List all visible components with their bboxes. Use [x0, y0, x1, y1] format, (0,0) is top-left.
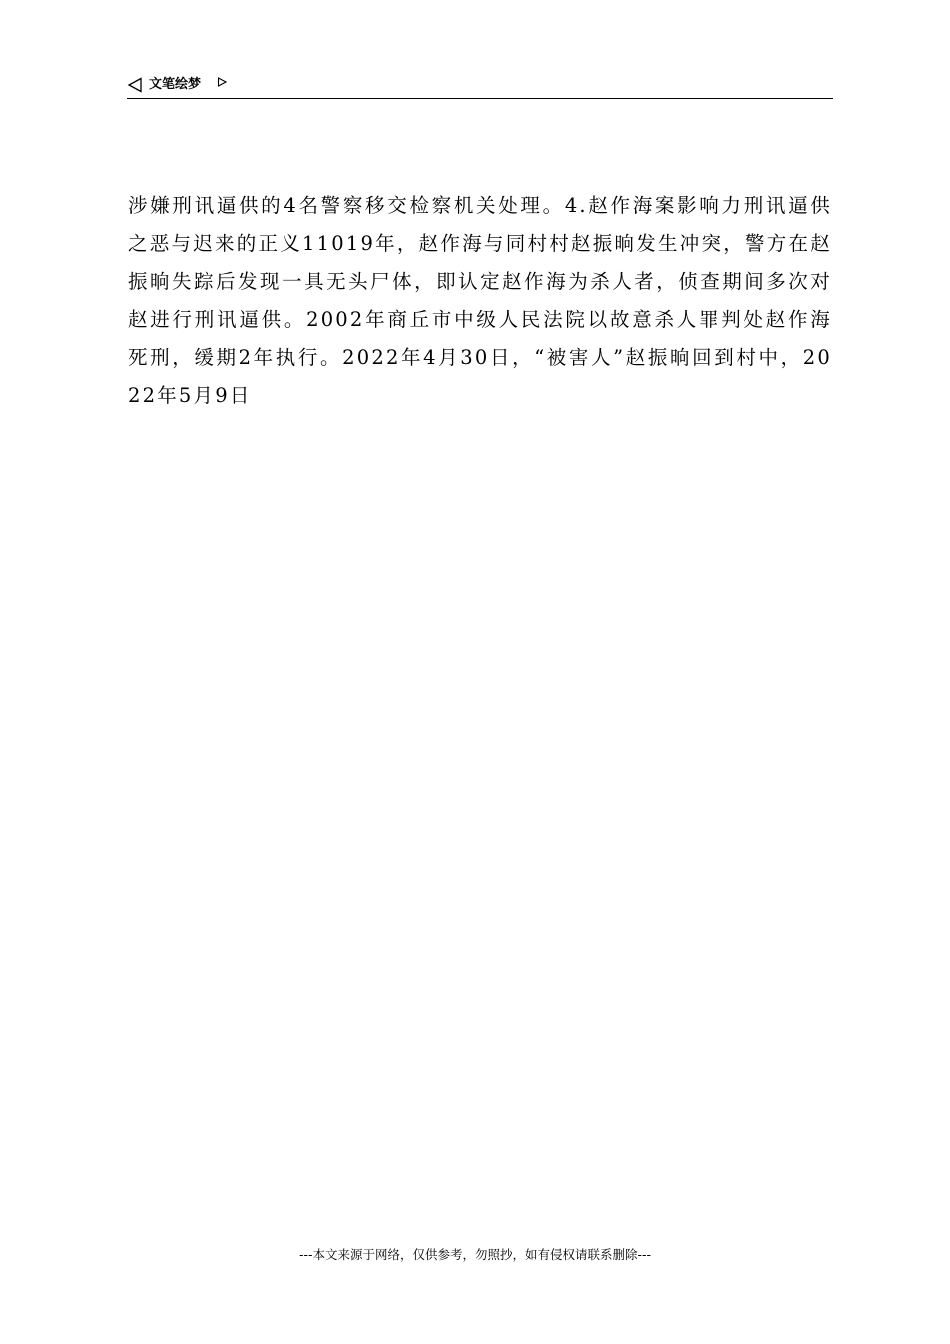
header-title: 文笔绘梦: [149, 77, 202, 92]
page-header: [127, 74, 833, 99]
triangle-left-outline-icon: [127, 77, 143, 93]
page-footer: ---本文来源于网络，仅供参考，勿照抄，如有侵权请联系删除---: [298, 1247, 652, 1262]
body-paragraph: 涉嫌刑讯逼供的4名警察移交检察机关处理。4.赵作海案影响力刑讯逼供之恶与迟来的正义11019年，赵作海与同村村赵振晌发生冲突，警方在赵振晌失踪后发现一具无头尸体，即认定赵作海为杀人者，侦查期间多次对赵进行刑讯逼供。2002年商丘市中级人民法院以故意杀人罪判处赵作海死刑，缓期2年执行。2022年4月30日，“被害人”赵振晌回到村中，2022年5月9日: [128, 194, 832, 407]
triangle-right-outline-icon: [217, 77, 227, 87]
